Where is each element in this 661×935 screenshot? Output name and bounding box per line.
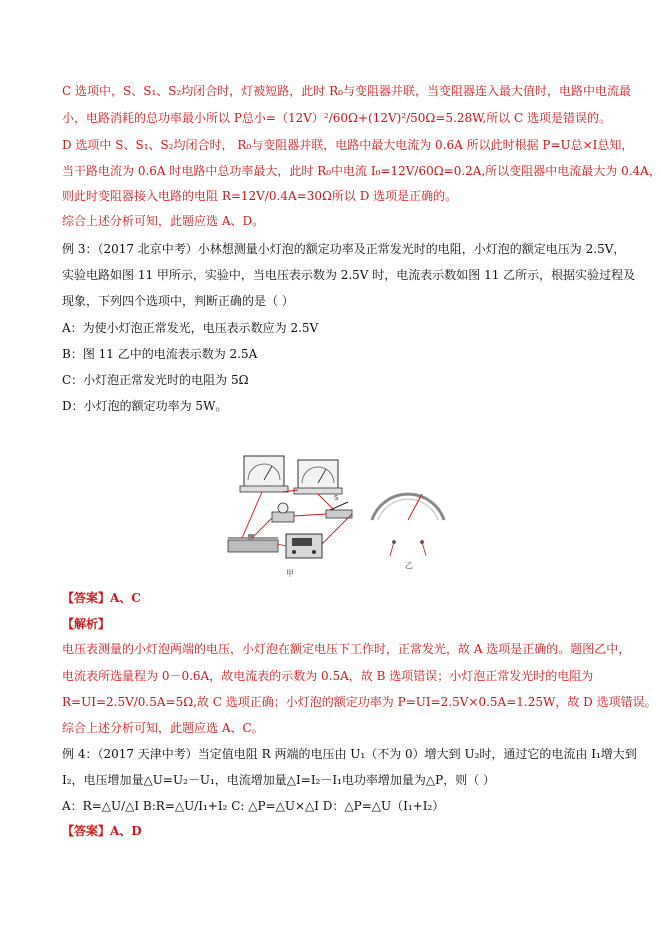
text-line-c2: 小，电路消耗的总功率最小所以 P总小=（12V）²/60Ω+(12V)²/50Ω=5.28W,所以 C 选项是错误的。 <box>62 111 612 125</box>
text-line-c1: C 选项中，S、S₁、S₂均闭合时，灯被短路，此时 R₀与变阻器并联，当变阻器连入最大值时，电路中电流最 <box>62 84 631 98</box>
power-supply-icon <box>286 534 322 558</box>
caption-yi: 乙 <box>405 561 413 570</box>
text-line-q3: 现象，下列四个选项中，判断正确的是（ ） <box>62 294 294 308</box>
circuit-photo-illustration <box>222 450 452 575</box>
text-line-ans2: 【答案】A、D <box>62 824 142 838</box>
text-line-c3: D 选项中 S、S₁、S₂均闭合时， R₀与变阻器并联，电路中最大电流为 0.6A 所以此时根据 P=U总×I总知， <box>62 138 634 152</box>
text-line-e4: 综合上述分析可知，此题应选 A、C。 <box>62 721 264 735</box>
experiment-circuit-figure <box>222 450 452 578</box>
text-line-p1: 例 4：（2017 天津中考）当定值电阻 R 两端的电压由 U₁（不为 0）增大到 U₂时，通过它的电流由 I₁增大到 <box>62 747 637 761</box>
ammeter-icon <box>294 460 342 494</box>
text-line-ans1: 【答案】A、C <box>62 591 141 605</box>
text-line-q2: 实验电路如图 11 甲所示，实验中，当电压表示数为 2.5V 时，电流表示数如图 11 乙所示，根据实验过程及 <box>62 268 636 282</box>
text-line-qb: B：图 11 乙中的电流表示数为 2.5A <box>62 347 258 361</box>
text-line-p3: A：R=△U/△I B:R=△U/I₁+I₂ C: △P=△U×△I D：△P=△U（I₁+I₂） <box>62 799 445 813</box>
text-line-c6: 综合上述分析可知，此题应选 A、D。 <box>62 214 265 228</box>
text-line-c5: 则此时变阻器接入电路的电阻 R=12V/0.4A=30Ω所以 D 选项是正确的。 <box>62 189 458 203</box>
text-line-qd: D：小灯泡的额定功率为 5W。 <box>62 399 228 413</box>
text-line-e3: R=UI=2.5V/0.5A=5Ω,故 C 选项正确；小灯泡的额定功率为 P=UI=2.5V×0.5A=1.25W，故 D 选项错误。 <box>62 695 657 709</box>
text-line-e1: 电压表测量的小灯泡两端的电压，小灯泡在额定电压下工作时，正常发光，故 A 选项是正确的。题图乙中， <box>62 642 631 656</box>
text-line-ana1: 【解析】 <box>62 617 111 631</box>
text-line-qa: A：为使小灯泡正常发光，电压表示数应为 2.5V <box>62 321 319 335</box>
text-line-p2: I₂，电压增加量△U=U₂－U₁，电流增加量△I=I₂－I₁电功率增加量为△P，则（ ） <box>62 773 496 787</box>
text-line-c4: 当干路电流为 0.6A 时电路中总功率最大，此时 R₀中电流 I₀=12V/60Ω=0.2A,所以变阻器中电流最大为 0.4A， <box>62 164 661 178</box>
caption-jia: 甲 <box>286 569 294 578</box>
voltmeter-icon <box>240 456 288 492</box>
lamp-icon <box>272 503 294 522</box>
ammeter-reading-icon <box>372 494 444 556</box>
text-line-qc: C：小灯泡正常发光时的电阻为 5Ω <box>62 373 249 387</box>
text-line-q1: 例 3：（2017 北京中考）小林想测量小灯泡的额定功率及正常发光时的电阻，小灯泡的额定电压为 2.5V， <box>62 242 626 256</box>
switch-label: S <box>334 494 339 502</box>
text-line-e2: 电流表所选量程为 0－0.6A，故电流表的示数为 0.5A，故 B 选项错误；小灯泡正常发光时的电阻为 <box>62 669 594 683</box>
